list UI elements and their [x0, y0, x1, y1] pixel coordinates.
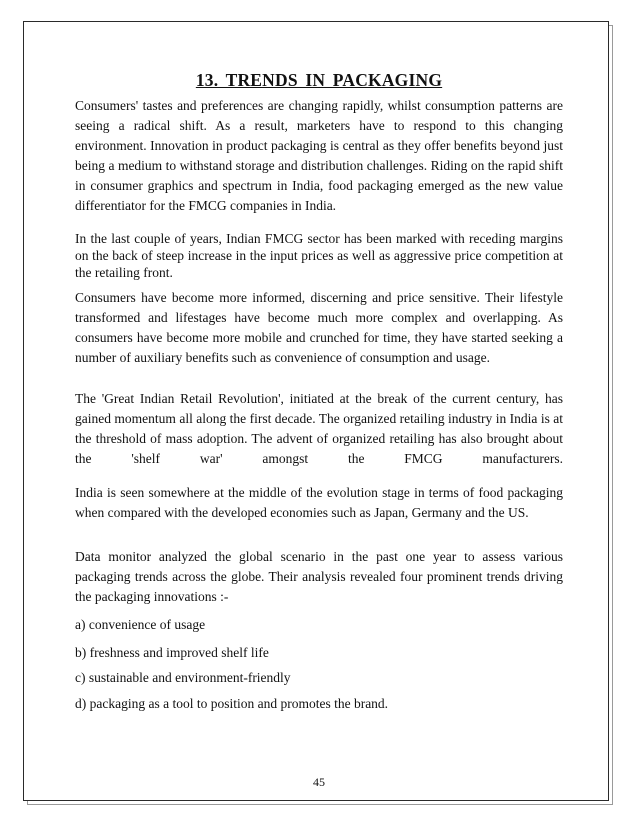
page-number: 45	[313, 775, 325, 789]
page-heading: 13. TRENDS IN PACKAGING	[195, 70, 443, 90]
paragraph-retail-revolution: The 'Great Indian Retail Revolution', initiated at the break of the current century, has gained momentum all along the first decade. The organized retailing industry in India is at the threshold of mass adoption. The advent of organized retailing has also brought about the 'shelf war' amongst the FMCG manufacturers.	[75, 391, 563, 466]
paragraph-fmcg-margins: In the last couple of years, Indian FMCG sector has been marked with receding margins on the back of steep increase in the input prices as well as aggressive price competition at the retailing front.	[75, 231, 563, 280]
trend-item-b: b) freshness and improved shelf life	[75, 645, 269, 660]
paragraph-informed-consumers: Consumers have become more informed, discerning and price sensitive. Their lifestyle transformed and lifestages have become much more complex and overlapping. As consumers have become more mobile and crunched for time, they have started seeking a number of auxiliary benefits such as convenience of consumption and usage.	[75, 290, 563, 365]
trend-item-c: c) sustainable and environment-friendly	[75, 670, 291, 685]
paragraph-data-monitor: Data monitor analyzed the global scenario in the past one year to assess various packaging trends across the globe. Their analysis revealed four prominent trends driving the packaging innovations :-	[75, 549, 563, 604]
trend-item-d: d) packaging as a tool to position and promotes the brand.	[75, 696, 389, 711]
trend-item-a: a) convenience of usage	[75, 617, 206, 632]
paragraph-consumer-tastes: Consumers' tastes and preferences are changing rapidly, whilst consumption patterns are seeing a radical shift. As a result, marketers have to respond to this changing environment. Innovation in product packaging is central as they offer benefits beyond just being a medium to withstand storage and distribution challenges. Riding on the rapid shift in consumer graphics and spectrum in India, food packaging emerged as the new value differentiator for the FMCG companies in India.	[75, 98, 563, 213]
paragraph-evolution-stage: India is seen somewhere at the middle of the evolution stage in terms of food packaging when compared with the developed economies such as Japan, Germany and the US.	[75, 485, 563, 520]
